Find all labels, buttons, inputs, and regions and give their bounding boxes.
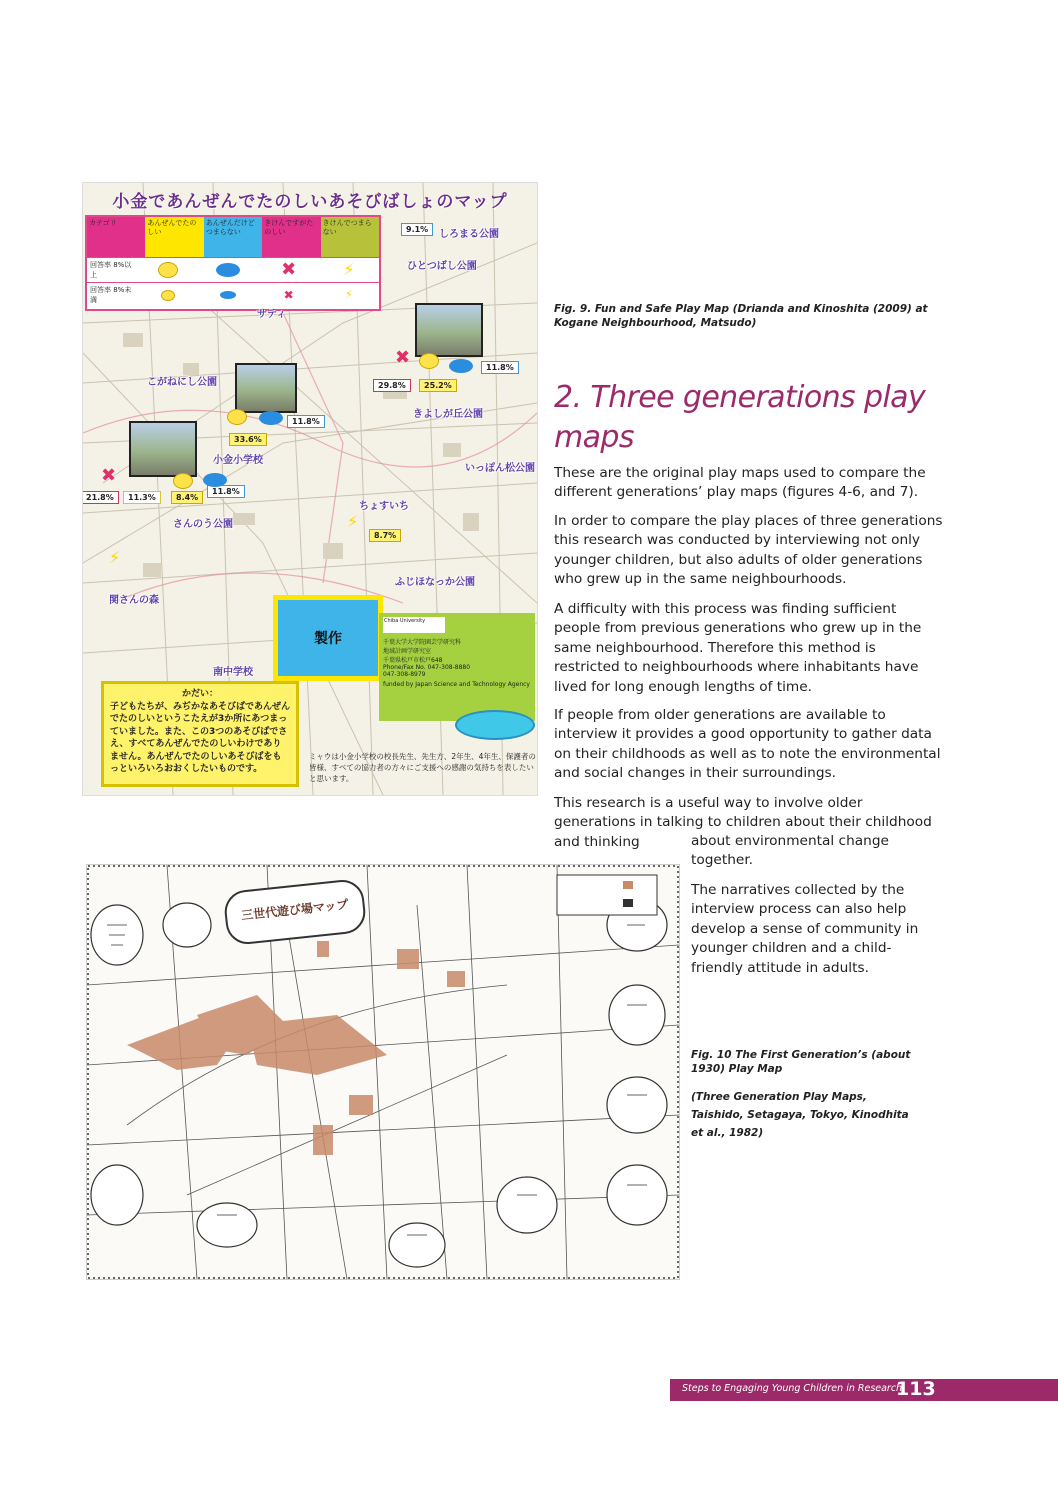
credit-line: 千葉県松戸市松戸648: [383, 657, 443, 664]
note-title: かだい：: [181, 689, 218, 699]
place-label: さんのう公園: [173, 519, 233, 530]
percent-label: 8.7%: [369, 529, 401, 542]
park-photo: [235, 363, 297, 413]
percent-label: 8.4%: [171, 491, 203, 504]
percent-label: 21.8%: [82, 491, 119, 504]
paragraph: about environmental change together.: [691, 833, 889, 869]
lightning-icon: ⚡: [345, 288, 353, 301]
legend-danger-fun-header: きけんですがたのしい: [262, 217, 320, 257]
section-heading: 2. Three generations play maps: [554, 380, 926, 455]
cross-icon: ✖: [281, 259, 297, 280]
smiley-face-icon: [161, 290, 175, 301]
footer-title: Steps to Engaging Young Children in Research: [682, 1383, 903, 1394]
paragraph: This research is a useful way to involve older generations in talking to children about their childhood and thinking: [554, 795, 932, 850]
page-footer: [670, 1379, 1058, 1401]
paragraph: The narratives collected by the interview process can also help develop a sense of community in younger children and a child-friendly attitude in adults.: [691, 882, 919, 976]
percent-label: 11.8%: [207, 485, 245, 498]
percent-label: 29.8%: [373, 379, 411, 392]
place-label: 南中学校: [213, 667, 253, 678]
place-label: ふじほなっか公園: [395, 577, 475, 588]
made-by-label: 製作: [273, 595, 383, 681]
place-label: しろまる公園: [439, 229, 499, 240]
place-label: いっぽん松公園: [465, 463, 535, 474]
fun-safe-play-map-figure: [82, 182, 538, 796]
cloud-icon: [203, 473, 227, 487]
legend-category-header: カテゴリ: [87, 217, 145, 257]
cloud-icon: [449, 359, 473, 373]
note-text: 子どもたちが、みぢかなあそびばであんぜんでたのしいというこたえが3か所にあつまっていました。また、この3つのあそびばでさえ、すべてあんぜんでたのしいわけでありません。あんぜんでたのしいあそびばをもっといろいろおおくしたいものです。: [110, 701, 291, 774]
map2-title: 三世代遊び場マップ: [223, 878, 368, 946]
percent-label: 9.1%: [401, 223, 433, 236]
legend-row-label: 回答率 8%以上: [90, 261, 132, 279]
page-number: 113: [896, 1378, 936, 1400]
figure-10-caption: Fig. 10 The First Generation’s (about 1930) Play Map: [691, 1049, 911, 1075]
place-label: 関さんの森: [109, 595, 159, 606]
smiley-face-icon: [419, 353, 439, 369]
park-photo: [129, 421, 197, 477]
map-title: 小金であんぜんでたのしいあそびばしょのマップ: [112, 192, 508, 212]
cross-icon: ✖: [395, 347, 411, 368]
paragraph: A difficulty with this process was finding sufficient people from previous generations who grew up in the same neighbourhood. Therefore this method is restricted to neighbourhoods where inhabitants have lived for long enough lengths of time.: [554, 601, 922, 695]
paragraph: These are the original play maps used to compare the different generations’ play maps (figures 4-6, and 7).: [554, 465, 926, 501]
first-generation-play-map-figure: [86, 864, 680, 1280]
percent-label: 33.6%: [229, 433, 267, 446]
percent-label: 11.8%: [481, 361, 519, 374]
smiley-face-icon: [227, 409, 247, 425]
cross-icon: ✖: [283, 288, 294, 302]
lightning-icon: ⚡: [347, 512, 359, 531]
legend-safe-fun-header: あんぜんでたのしい: [145, 217, 203, 257]
credit-line: 千葉大学大学院園芸学研究科: [383, 639, 462, 646]
website-oval: [455, 710, 535, 740]
percent-label: 11.8%: [287, 415, 325, 428]
map-legend: [85, 215, 381, 311]
cloud-icon: [220, 291, 236, 299]
credit-line: 地域計画学研究室: [383, 648, 432, 655]
figure-9-caption: Fig. 9. Fun and Safe Play Map (Drianda and Kinoshita (2009) at Kogane Neighbourhood, Matsudo): [554, 303, 928, 329]
place-label: ひとつばし公園: [407, 261, 477, 272]
cross-icon: ✖: [101, 465, 117, 486]
percent-label: 11.3%: [123, 491, 161, 504]
smiley-face-icon: [158, 262, 178, 278]
cloud-icon: [259, 411, 283, 425]
paragraph: In order to compare the play places of three generations this research was conducted by interviewing not only younger children, but also adults of older generations who grew up in the same neighbourhoods.: [554, 513, 943, 588]
place-label: ちょすいち: [359, 501, 409, 512]
hand-drawn-map-graphic: [87, 865, 679, 1279]
legend-danger-boring-header: きけんでつまらない: [321, 217, 379, 257]
lightning-icon: ⚡: [109, 548, 121, 567]
percent-label: 25.2%: [419, 379, 457, 392]
legend-row-label: 回答率 8%未満: [90, 286, 132, 304]
paragraph: If people from older generations are available to interview it provides a good opportunity to gather data on their childhoods as well as to note the environmental and social changes in their surroundings.: [554, 707, 941, 782]
figure-10-source: (Three Generation Play Maps, Taishido, Setagaya, Tokyo, Kinodhita et al., 1982): [691, 1091, 909, 1139]
cloud-icon: [216, 263, 240, 277]
legend-safe-boring-header: あんぜんだけどつまらない: [204, 217, 262, 257]
issue-note-box: [101, 681, 299, 787]
place-label: きよしが丘公園: [413, 409, 483, 420]
thanks-text: ミャウは小金小学校の校長先生、先生方、2年生、4年生、保護者の皆様、すべての協力者の方々にご支援への感謝の気持ちを表したいと思います。: [309, 752, 536, 783]
place-label: 小金小学校: [213, 455, 263, 466]
place-label: サティ: [257, 309, 287, 320]
park-photo: [415, 303, 483, 357]
credit-line: 047-308-8979: [383, 671, 426, 678]
lightning-icon: ⚡: [343, 260, 355, 279]
university-logo: Chiba University: [383, 617, 445, 633]
smiley-face-icon: [173, 473, 193, 489]
credit-box: [379, 613, 535, 721]
credit-line: Phone/Fax No. 047-308-8880: [383, 664, 471, 671]
funder-note: funded by Japan Science and Technology Agency: [383, 681, 530, 688]
place-label: こがねにし公園: [147, 377, 217, 388]
